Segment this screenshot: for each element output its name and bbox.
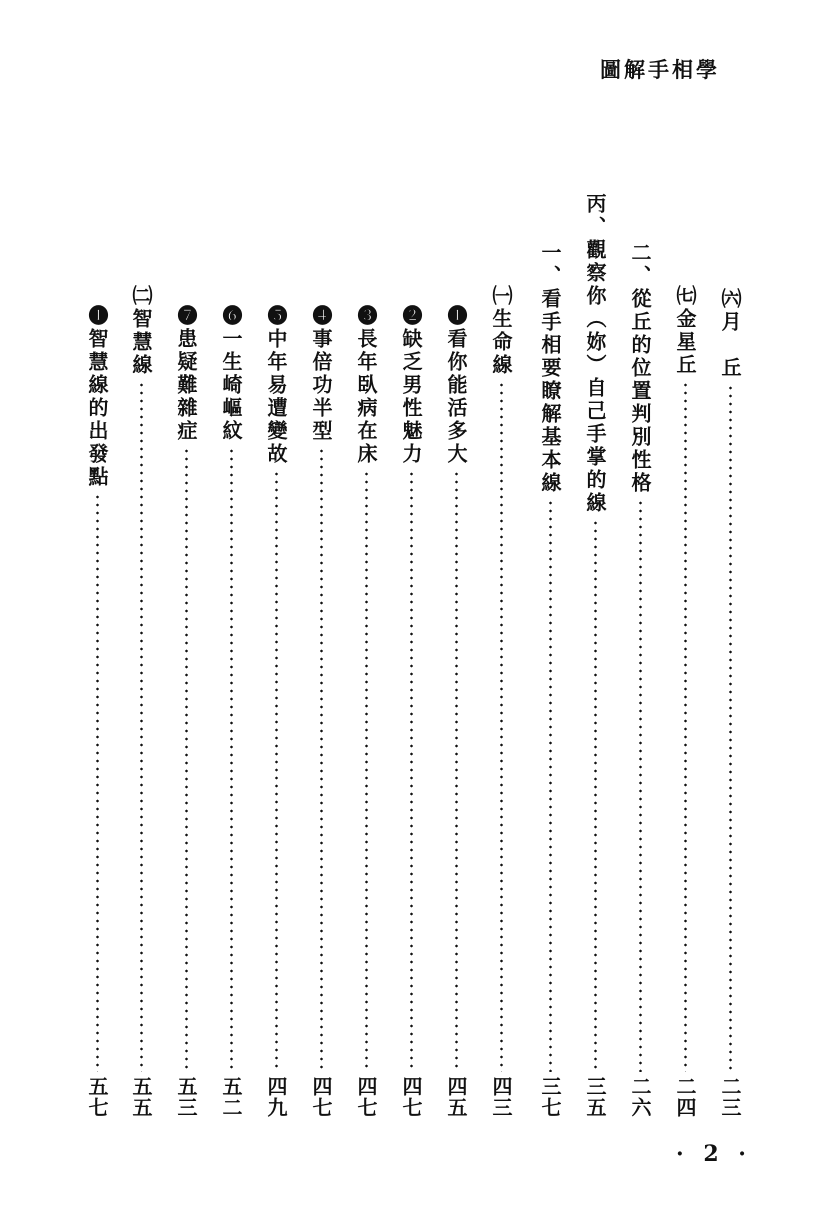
toc-entry-page: 三七 bbox=[538, 1076, 562, 1118]
toc-entry-page: 二六 bbox=[628, 1076, 652, 1118]
toc-entry-title: ❹事倍功半型 bbox=[309, 305, 333, 443]
toc-entry bbox=[715, 288, 745, 1118]
toc-entry bbox=[396, 305, 426, 1118]
toc-entry bbox=[580, 193, 610, 1118]
dot-leader bbox=[684, 381, 687, 1072]
toc-entry-title: ❺中年易遭變故 bbox=[264, 305, 288, 466]
toc-entry-page: 四七 bbox=[399, 1076, 423, 1118]
toc-entry-page: 四七 bbox=[309, 1076, 333, 1118]
toc-entry-page: 四九 bbox=[264, 1076, 288, 1118]
toc-entry-title: ❻一生崎嶇紋 bbox=[219, 305, 243, 443]
toc-entry-title: ㈥月 丘 bbox=[718, 288, 742, 380]
toc-entry bbox=[670, 285, 700, 1118]
toc-entry-title: 二、從丘的位置判別性格 bbox=[628, 242, 652, 495]
toc-entry-page: 二四 bbox=[673, 1076, 697, 1118]
dot-leader bbox=[455, 470, 458, 1072]
dot-leader bbox=[729, 384, 732, 1072]
toc-entry-page: 三五 bbox=[583, 1076, 607, 1118]
dot-leader bbox=[275, 470, 278, 1072]
toc-entry-page: 五五 bbox=[129, 1076, 153, 1118]
dot-leader bbox=[500, 381, 503, 1072]
toc-entry-page: 四七 bbox=[354, 1076, 378, 1118]
toc-entry bbox=[306, 305, 336, 1118]
toc-entry bbox=[82, 305, 112, 1118]
dot-leader bbox=[185, 447, 188, 1072]
dot-leader bbox=[639, 499, 642, 1072]
dot-leader bbox=[96, 493, 99, 1072]
toc-entry bbox=[261, 305, 291, 1118]
toc-entry-title: ❷缺乏男性魅力 bbox=[399, 305, 423, 466]
toc-entry-title: ❸長年臥病在床 bbox=[354, 305, 378, 466]
toc-entry-page: 五三 bbox=[174, 1076, 198, 1118]
toc-entry bbox=[126, 285, 156, 1118]
dot-leader bbox=[410, 470, 413, 1072]
toc-entry bbox=[171, 305, 201, 1118]
toc-entry-title: ❶看你能活多大 bbox=[444, 305, 468, 466]
running-header: 圖解手相學 bbox=[600, 57, 720, 82]
toc-entry-page: 五七 bbox=[85, 1076, 109, 1118]
toc-entry bbox=[535, 242, 565, 1118]
toc-entry-page: 四三 bbox=[489, 1076, 513, 1118]
page-number: · 2 · bbox=[676, 1141, 752, 1167]
dot-leader bbox=[320, 447, 323, 1072]
toc-entry-title: ❶智慧線的出發點 bbox=[85, 305, 109, 489]
toc-entry bbox=[625, 242, 655, 1118]
toc-entry-title: ❼患疑難雜症 bbox=[174, 305, 198, 443]
toc-entry-title: ㈦金星丘 bbox=[673, 285, 697, 377]
toc-entry bbox=[441, 305, 471, 1118]
toc-entry bbox=[486, 285, 516, 1118]
toc-entry bbox=[216, 305, 246, 1118]
toc-entry-title: 一、看手相要瞭解基本線 bbox=[538, 242, 562, 495]
toc-entry-title: ㈠生命線 bbox=[489, 285, 513, 377]
toc-entry-page: 二三 bbox=[718, 1076, 742, 1118]
dot-leader bbox=[230, 447, 233, 1072]
toc-entry-title: ㈡智慧線 bbox=[129, 285, 153, 377]
toc-entry-title: 丙、觀察你（妳）自己手掌的線 bbox=[583, 193, 607, 515]
dot-leader bbox=[140, 381, 143, 1072]
dot-leader bbox=[549, 499, 552, 1072]
toc-entry bbox=[351, 305, 381, 1118]
dot-leader bbox=[365, 470, 368, 1072]
toc-entry-page: 四五 bbox=[444, 1076, 468, 1118]
dot-leader bbox=[594, 519, 597, 1072]
toc-entry-page: 五二 bbox=[219, 1076, 243, 1118]
